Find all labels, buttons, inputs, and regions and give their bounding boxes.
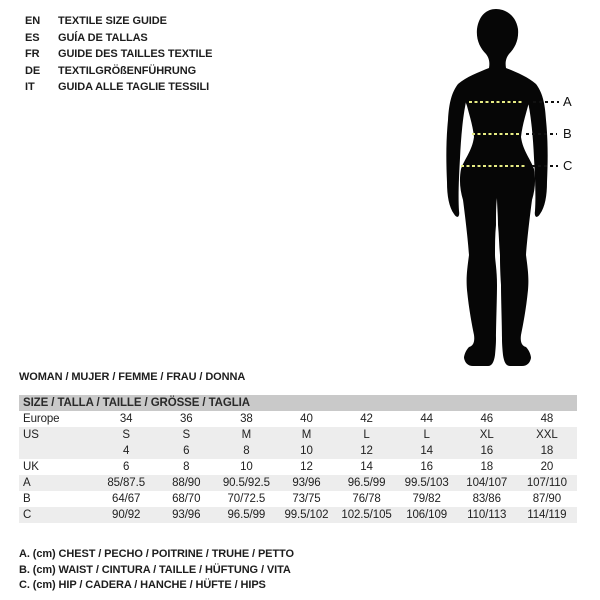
woman-silhouette <box>430 0 600 370</box>
table-cell: 18 <box>480 461 494 473</box>
table-row <box>19 411 577 427</box>
row-label: US <box>19 427 96 443</box>
waist-measure-label: B <box>563 126 572 141</box>
table-cell: 76/78 <box>352 493 381 505</box>
table-cell: 90.5/92.5 <box>216 475 276 491</box>
section-title: WOMAN / MUJER / FEMME / FRAU / DONNA <box>19 371 246 383</box>
row-label: Europe <box>23 413 60 425</box>
table-cell: 79/82 <box>412 493 441 505</box>
table-cell: 107/110 <box>517 475 577 491</box>
row-label: C <box>19 507 96 523</box>
table-cell: 83/86 <box>472 493 501 505</box>
hip-measure-line <box>461 165 526 167</box>
table-cell: 16 <box>420 461 433 473</box>
table-cell: L <box>337 427 397 443</box>
hip-pointer-line <box>532 165 558 167</box>
table-cell: 64/67 <box>112 493 141 505</box>
table-cell: 20 <box>540 461 554 473</box>
table-cell: S <box>156 427 216 443</box>
table-cell: 38 <box>240 413 253 425</box>
table-cell: 93/96 <box>276 475 336 491</box>
table-cell: 14 <box>360 461 373 473</box>
language-code: IT <box>25 81 35 94</box>
table-cell: 42 <box>360 413 373 425</box>
table-cell: S <box>96 427 156 443</box>
row-label: A <box>19 475 96 491</box>
chest-measure-label: A <box>563 94 572 109</box>
table-cell: 99.5/102 <box>276 507 336 523</box>
table-row <box>19 443 577 459</box>
legend-line: A. (cm) CHEST / PECHO / POITRINE / TRUHE / PETTO <box>19 548 294 560</box>
table-cell: 16 <box>457 443 517 459</box>
table-cell: 44 <box>420 413 433 425</box>
measurement-legend <box>19 547 294 594</box>
row-label <box>19 443 96 459</box>
table-cell: 70/72.5 <box>227 493 266 505</box>
table-cell: 96.5/99 <box>216 507 276 523</box>
legend-line: C. (cm) HIP / CADERA / HANCHE / HÜFTE / HIPS <box>19 579 266 591</box>
language-code: ES <box>25 31 40 44</box>
waist-measure-line <box>472 133 520 135</box>
table-cell: 48 <box>540 413 554 425</box>
table-row <box>19 427 577 443</box>
table-cell: 12 <box>337 443 397 459</box>
language-label: GUIDA ALLE TAGLIE TESSILI <box>58 81 210 94</box>
table-cell: 99.5/103 <box>397 475 457 491</box>
table-cell: 88/90 <box>156 475 216 491</box>
language-label: GUÍA DE TALLAS <box>58 31 148 44</box>
table-cell: 68/70 <box>172 493 201 505</box>
table-cell: 6 <box>156 443 216 459</box>
table-cell: 14 <box>397 443 457 459</box>
size-table-grid <box>19 411 577 523</box>
table-cell: 87/90 <box>532 493 562 505</box>
table-cell: 8 <box>216 443 276 459</box>
table-cell: 18 <box>517 443 577 459</box>
table-cell: 85/87.5 <box>96 475 156 491</box>
table-cell: L <box>397 427 457 443</box>
table-row <box>19 475 577 491</box>
table-cell: 10 <box>240 461 253 473</box>
waist-pointer-line <box>526 133 557 135</box>
table-cell: 73/75 <box>292 493 321 505</box>
table-cell: 114/119 <box>517 507 577 523</box>
language-label: TEXTILE SIZE GUIDE <box>58 15 167 27</box>
table-cell: 46 <box>480 413 494 425</box>
size-table <box>19 395 577 523</box>
table-row <box>19 491 577 507</box>
table-cell: 90/92 <box>96 507 156 523</box>
table-cell: 96.5/99 <box>337 475 397 491</box>
table-cell: XXL <box>517 427 577 443</box>
row-label: B <box>23 493 31 505</box>
language-label: GUIDE DES TAILLES TEXTILE <box>58 48 213 61</box>
table-cell: 102.5/105 <box>337 507 397 523</box>
table-cell: 12 <box>300 461 313 473</box>
chest-measure-line <box>469 101 524 103</box>
language-code: EN <box>25 15 41 27</box>
table-row <box>19 459 577 475</box>
silhouette-body <box>458 9 536 366</box>
language-code: FR <box>25 48 40 61</box>
table-cell: 34 <box>119 413 133 425</box>
table-cell: 6 <box>123 461 130 473</box>
table-cell: M <box>276 427 336 443</box>
row-label: UK <box>23 461 39 473</box>
table-cell: 40 <box>300 413 313 425</box>
table-cell: 104/107 <box>457 475 517 491</box>
table-cell: 8 <box>183 461 190 473</box>
table-row <box>19 507 577 523</box>
table-cell: 10 <box>276 443 336 459</box>
table-cell: 110/113 <box>457 507 517 523</box>
hip-measure-label: C <box>563 158 573 173</box>
chest-pointer-line <box>533 101 559 103</box>
language-code: DE <box>25 64 41 77</box>
size-table-header: SIZE / TALLA / TAILLE / GRÖSSE / TAGLIA <box>19 395 577 411</box>
table-cell: 36 <box>179 413 193 425</box>
table-cell: XL <box>457 427 517 443</box>
table-cell: M <box>216 427 276 443</box>
legend-line: B. (cm) WAIST / CINTURA / TAILLE / HÜFTUNG / VITA <box>19 563 291 576</box>
table-cell: 4 <box>96 443 156 459</box>
table-cell: 106/109 <box>397 507 457 523</box>
language-label: TEXTILGRÖßENFÜHRUNG <box>58 64 197 77</box>
table-cell: 93/96 <box>156 507 216 523</box>
